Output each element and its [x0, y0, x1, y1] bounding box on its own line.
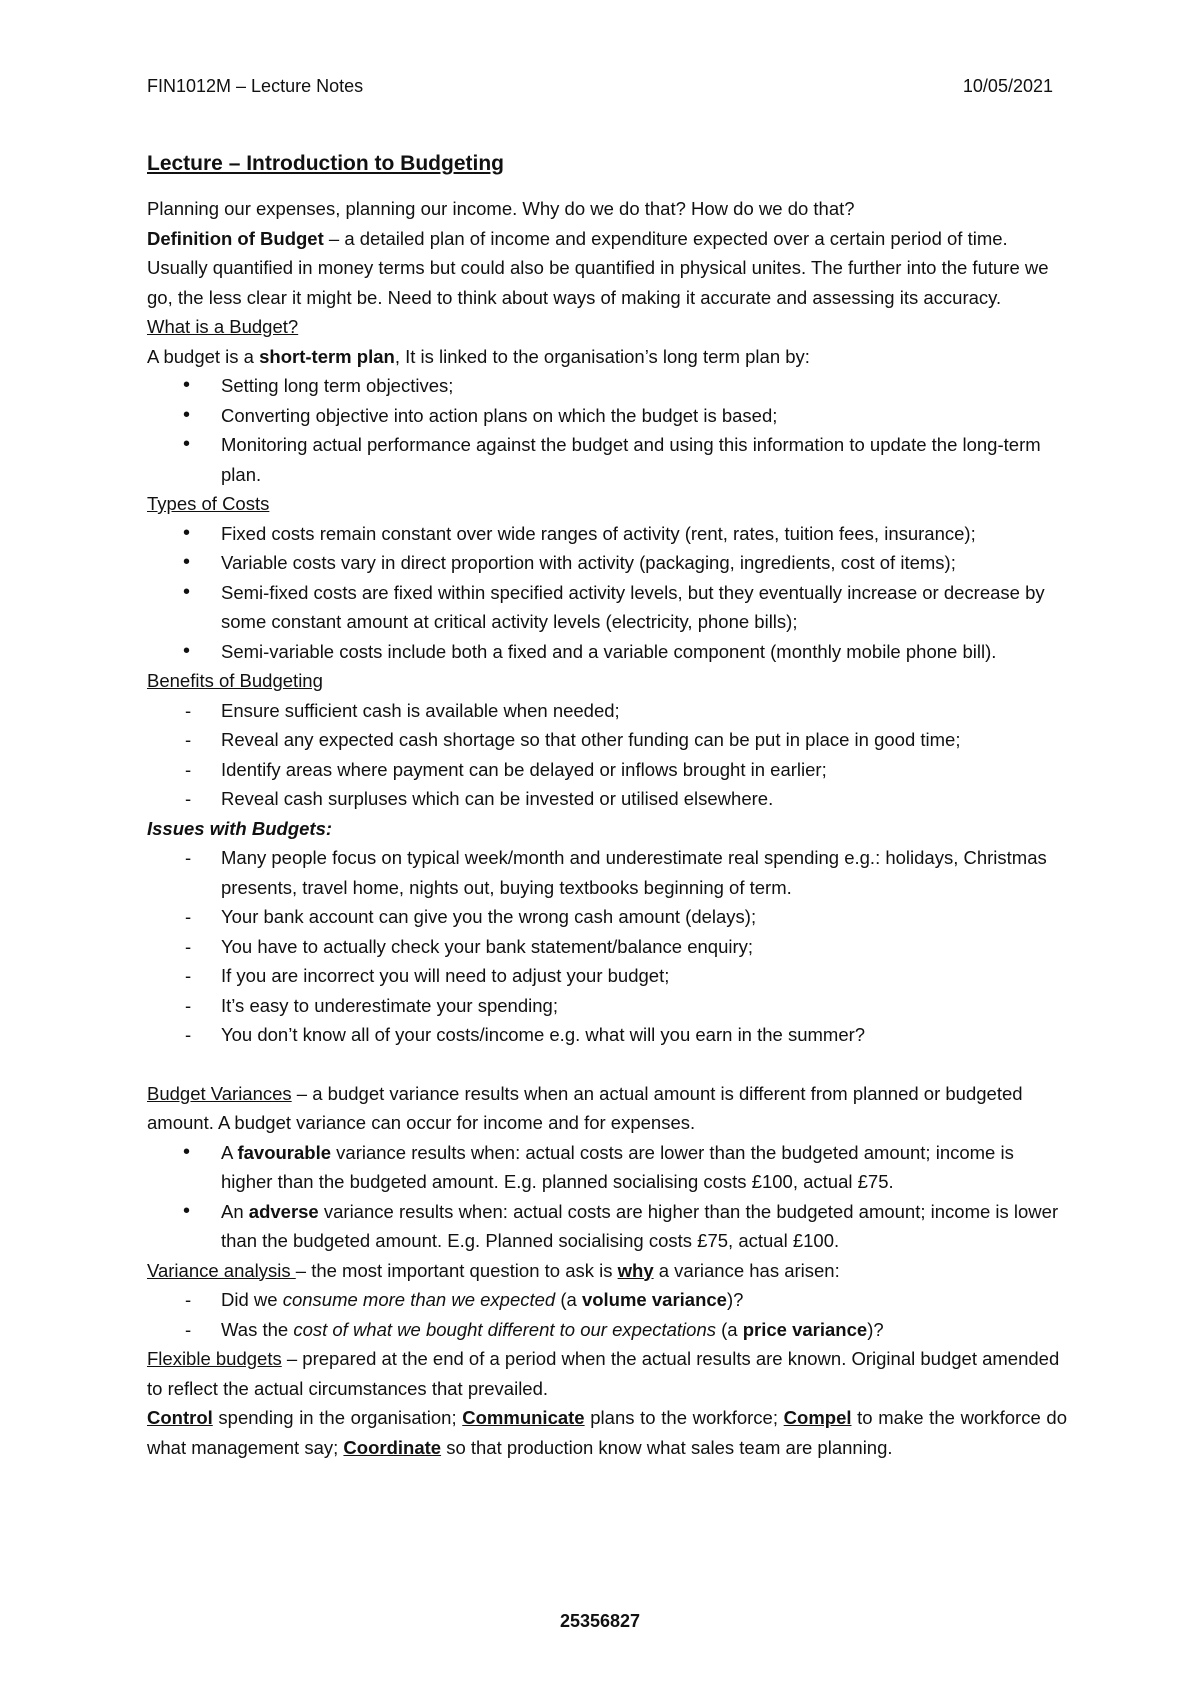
- analysis-why: why: [617, 1259, 654, 1281]
- q1-text-3: )?: [726, 1289, 744, 1310]
- header-course: FIN1012M – Lecture Notes: [147, 76, 364, 96]
- variances-text: – a budget variance results when an actual amount is different from planned or budgeted amount. A budget variance can occur for income and for expenses.: [147, 1082, 1023, 1133]
- fav-text: A: [221, 1141, 238, 1163]
- variances-list: [147, 1138, 1067, 1256]
- q1-bold: volume variance: [581, 1289, 727, 1310]
- analysis-text: – the most important question to ask is: [295, 1259, 618, 1281]
- analysis-list: [147, 1285, 1067, 1344]
- lead-text: A budget is a: [147, 345, 260, 367]
- what-is-list: [147, 371, 1067, 489]
- list-item: • Semi-fixed costs are fixed within specified activity levels, but they eventually increase or decrease by some constant amount at critical activity levels (electricity, phone bills);: [147, 578, 1067, 637]
- list-item: • Monitoring actual performance against the budget and using this information to update the long-term plan.: [147, 430, 1067, 489]
- list-item: - You don’t know all of your costs/income e.g. what will you earn in the summer?: [147, 1020, 1067, 1050]
- list-item: - Reveal any expected cash shortage so that other funding can be put in place in good time;: [147, 725, 1067, 755]
- issues-heading: Issues with Budgets:: [147, 817, 333, 839]
- q1-italic: consume more than we expected: [282, 1289, 556, 1310]
- header-date: 10/05/2021: [962, 76, 1053, 96]
- q2-text-3: )?: [867, 1318, 884, 1340]
- purposes-text-3: to make the workforce do what management say;: [147, 1407, 1068, 1458]
- page-header: [147, 76, 1053, 97]
- list-item: • Converting objective into action plans on which the budget is based;: [147, 401, 1067, 431]
- q1-text: Did we: [221, 1289, 283, 1310]
- q2-text: Was the: [221, 1318, 294, 1340]
- document-body: [147, 148, 1067, 1462]
- types-heading: Types of Costs: [147, 493, 270, 514]
- lead-bold: short-term plan: [259, 345, 395, 367]
- intro-text: Planning our expenses, planning our income. Why do we do that? How do we do that?: [147, 198, 855, 219]
- list-item: - If you are incorrect you will need to adjust your budget;: [147, 961, 1067, 991]
- q1-text-2: (a: [555, 1289, 582, 1310]
- q2-bold: price variance: [742, 1318, 868, 1340]
- definition-term: Definition of Budget: [147, 227, 324, 249]
- lead-text-2: , It is linked to the organisation’s long term plan by:: [394, 345, 810, 367]
- compel-term: Compel: [783, 1407, 852, 1428]
- analysis-paragraph: [147, 1256, 1067, 1286]
- analysis-heading: Variance analysis: [147, 1259, 296, 1281]
- definition-text: – a detailed plan of income and expenditure expected over a certain period of time. Usually quantified in money terms but could also be quantified in physical unites. The further into the future we go, the less clear it might be. Need to think about ways of making it accurate and assessing its accuracy.: [147, 227, 1049, 308]
- flexible-heading: Flexible budgets: [147, 1348, 282, 1369]
- benefits-list: [147, 696, 1067, 814]
- control-term: Control: [147, 1407, 213, 1428]
- spacer: [147, 1050, 1067, 1079]
- adv-text-2: variance results when: actual costs are higher than the budgeted amount; income is lower than the budgeted amount. E.g. Planned socialising costs £75, actual £100.: [221, 1200, 1059, 1251]
- list-item: • Setting long term objectives;: [147, 371, 1067, 401]
- purposes-paragraph: [147, 1403, 1067, 1462]
- flexible-text: – prepared at the end of a period when the actual results are known. Original budget amended to reflect the actual circumstances that prevailed.: [147, 1348, 1060, 1399]
- q2-italic: cost of what we bought different to our expectations: [293, 1318, 716, 1340]
- variances-paragraph: [147, 1079, 1067, 1138]
- fav-text-2: variance results when: actual costs are lower than the budgeted amount; income is higher than the budgeted amount. E.g. planned socialising costs £100, actual £75.: [221, 1141, 1014, 1192]
- what-is-heading: What is a Budget?: [147, 316, 299, 337]
- adv-bold: adverse: [248, 1200, 319, 1222]
- variances-heading: Budget Variances: [147, 1082, 292, 1104]
- purposes-text-2: plans to the workforce;: [584, 1407, 784, 1428]
- list-item: • Variable costs vary in direct proportion with activity (packaging, ingredients, cost of items);: [147, 548, 1067, 578]
- definition-paragraph: [147, 224, 1067, 313]
- favourable-item: [147, 1138, 1067, 1197]
- list-item: [147, 1315, 1067, 1345]
- list-item: • Semi-variable costs include both a fixed and a variable component (monthly mobile phone bill).: [147, 637, 1067, 667]
- purposes-text-4: so that production know what sales team are planning.: [441, 1436, 893, 1458]
- flexible-paragraph: [147, 1344, 1067, 1403]
- list-item: - You have to actually check your bank statement/balance enquiry;: [147, 932, 1067, 962]
- lecture-title: Lecture – Introduction to Budgeting: [147, 152, 504, 175]
- list-item: - Your bank account can give you the wrong cash amount (delays);: [147, 902, 1067, 932]
- analysis-text-2: a variance has arisen:: [653, 1259, 840, 1281]
- list-item: - Ensure sufficient cash is available when needed;: [147, 696, 1067, 726]
- purposes-text: spending in the organisation;: [212, 1407, 463, 1428]
- issues-list: [147, 843, 1067, 1050]
- list-item: [147, 1285, 1067, 1315]
- adv-text: An: [221, 1200, 249, 1222]
- communicate-term: Communicate: [462, 1407, 585, 1428]
- what-is-lead: [147, 342, 1067, 372]
- list-item: - Identify areas where payment can be delayed or inflows brought in earlier;: [147, 755, 1067, 785]
- q2-text-2: (a: [716, 1318, 743, 1340]
- list-item: - Many people focus on typical week/month and underestimate real spending e.g.: holidays, Christmas presents, travel home, nights out, buying textbooks beginning of term.: [147, 843, 1067, 902]
- benefits-heading: Benefits of Budgeting: [147, 670, 323, 691]
- adverse-item: [147, 1197, 1067, 1256]
- coordinate-term: Coordinate: [343, 1436, 442, 1458]
- fav-bold: favourable: [237, 1141, 332, 1163]
- list-item: - It’s easy to underestimate your spending;: [147, 991, 1067, 1021]
- list-item: - Reveal cash surpluses which can be invested or utilised elsewhere.: [147, 784, 1067, 814]
- page-footer-id: 25356827: [559, 1611, 641, 1631]
- list-item: • Fixed costs remain constant over wide ranges of activity (rent, rates, tuition fees, insurance);: [147, 519, 1067, 549]
- types-list: [147, 519, 1067, 667]
